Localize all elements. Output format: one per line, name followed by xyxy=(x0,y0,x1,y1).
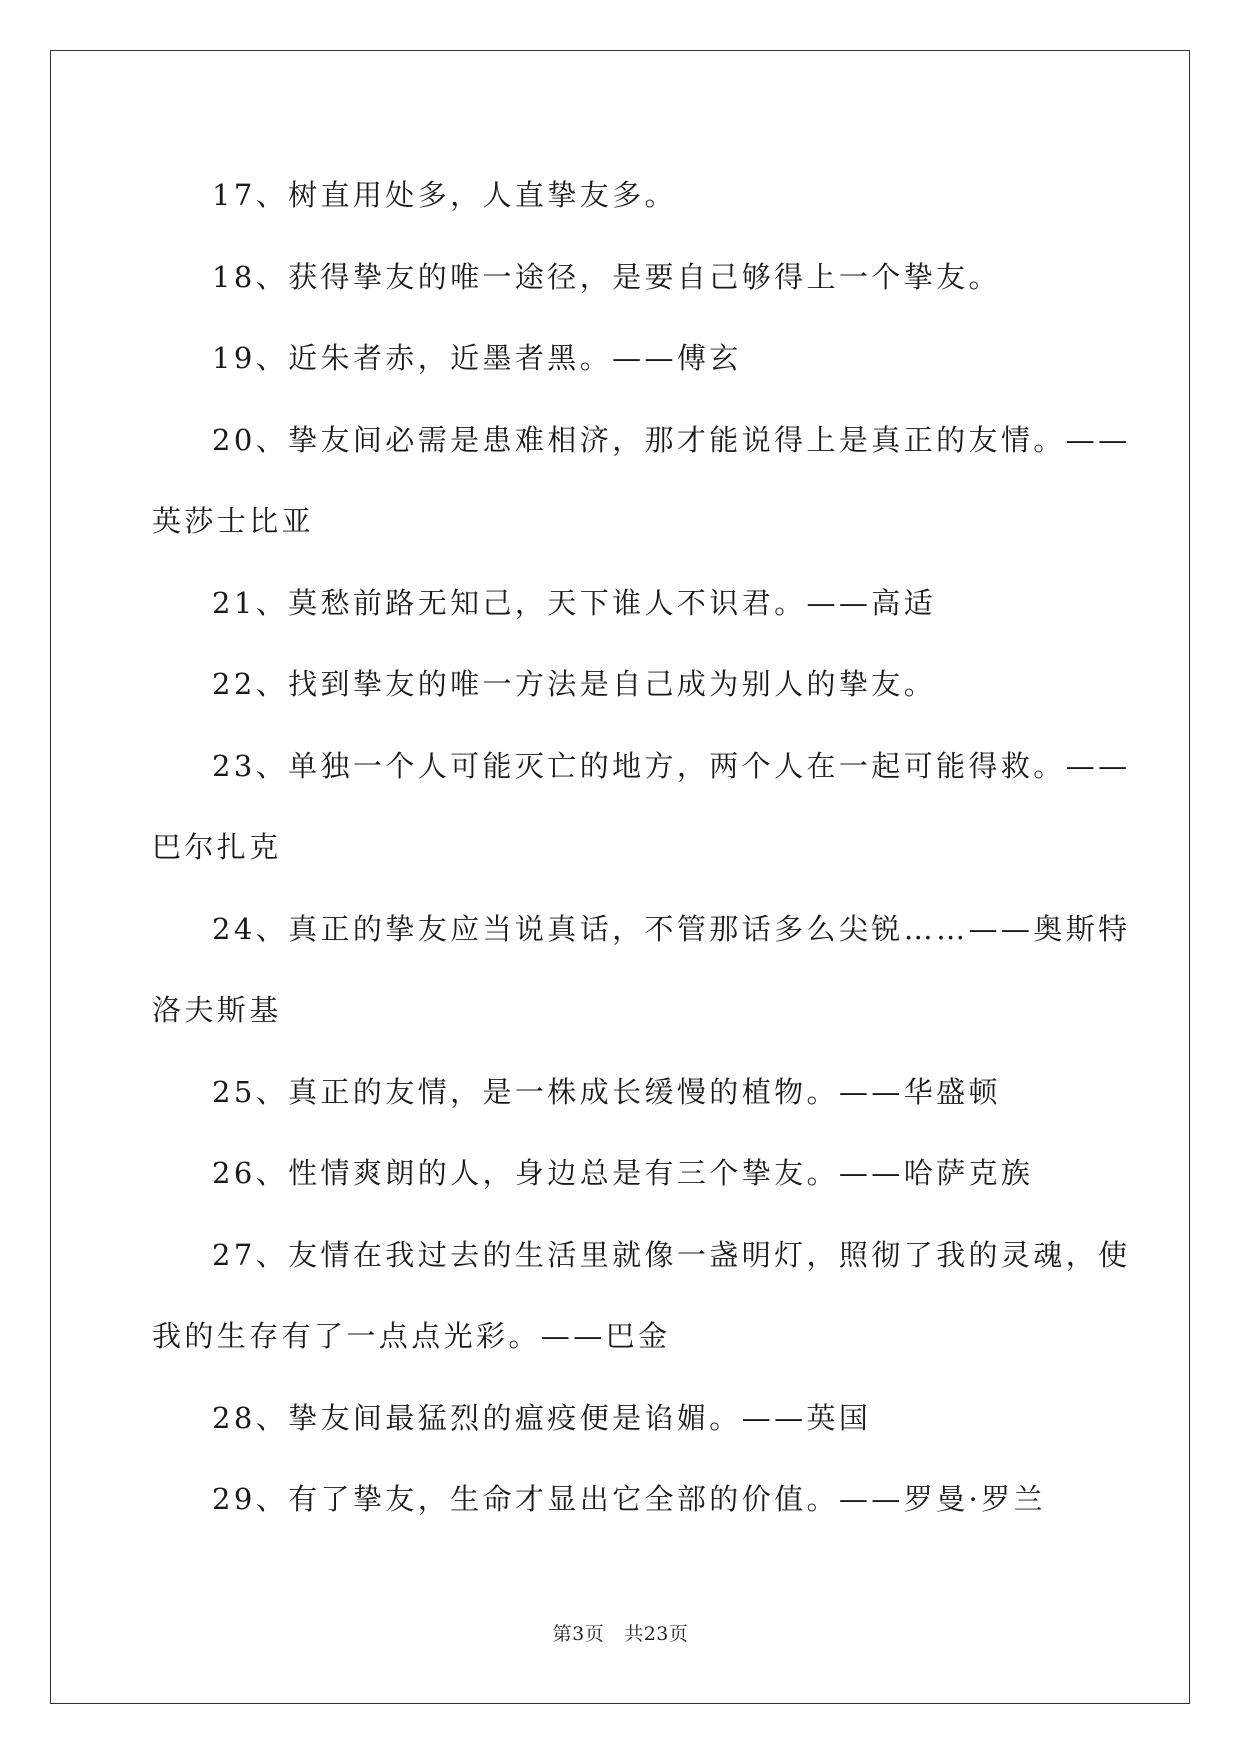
text-line: 20、挚友间必需是患难相济，那才能说得上是真正的友情。—— xyxy=(212,422,1131,457)
text-line: 27、友情在我过去的生活里就像一盏明灯，照彻了我的灵魂，使 xyxy=(212,1237,1131,1272)
text-line: 洛夫斯基 xyxy=(152,993,282,1027)
text-line: 19、近朱者赤，近墨者黑。——傅玄 xyxy=(212,341,742,375)
text-line: 巴尔扎克 xyxy=(152,830,282,864)
document-body xyxy=(152,155,1131,1541)
text-line: 28、挚友间最猛烈的瘟疫便是谄媚。——英国 xyxy=(212,1400,872,1435)
page-footer xyxy=(0,1622,1241,1646)
text-line: 21、莫愁前路无知己，天下谁人不识君。——高适 xyxy=(212,585,937,620)
page-number: 第3页 xyxy=(552,1623,605,1645)
text-line: 17、树直用处多，人直挚友多。 xyxy=(212,178,677,212)
text-line: 22、找到挚友的唯一方法是自己成为别人的挚友。 xyxy=(212,667,937,701)
page-total: 共23页 xyxy=(624,1623,689,1645)
text-line: 26、性情爽朗的人，身边总是有三个挚友。——哈萨克族 xyxy=(212,1156,1034,1190)
text-line: 18、获得挚友的唯一途径，是要自己够得上一个挚友。 xyxy=(212,259,1001,294)
text-line: 我的生存有了一点点光彩。——巴金 xyxy=(152,1319,671,1353)
text-line: 23、单独一个人可能灭亡的地方，两个人在一起可能得救。—— xyxy=(212,748,1131,783)
text-line: 25、真正的友情，是一株成长缓慢的植物。——华盛顿 xyxy=(212,1074,1001,1109)
text-line: 24、真正的挚友应当说真话，不管那话多么尖锐……——奥斯特 xyxy=(212,911,1131,946)
text-line: 英莎士比亚 xyxy=(152,504,315,538)
text-line: 29、有了挚友，生命才显出它全部的价值。——罗曼·罗兰 xyxy=(212,1482,1046,1516)
